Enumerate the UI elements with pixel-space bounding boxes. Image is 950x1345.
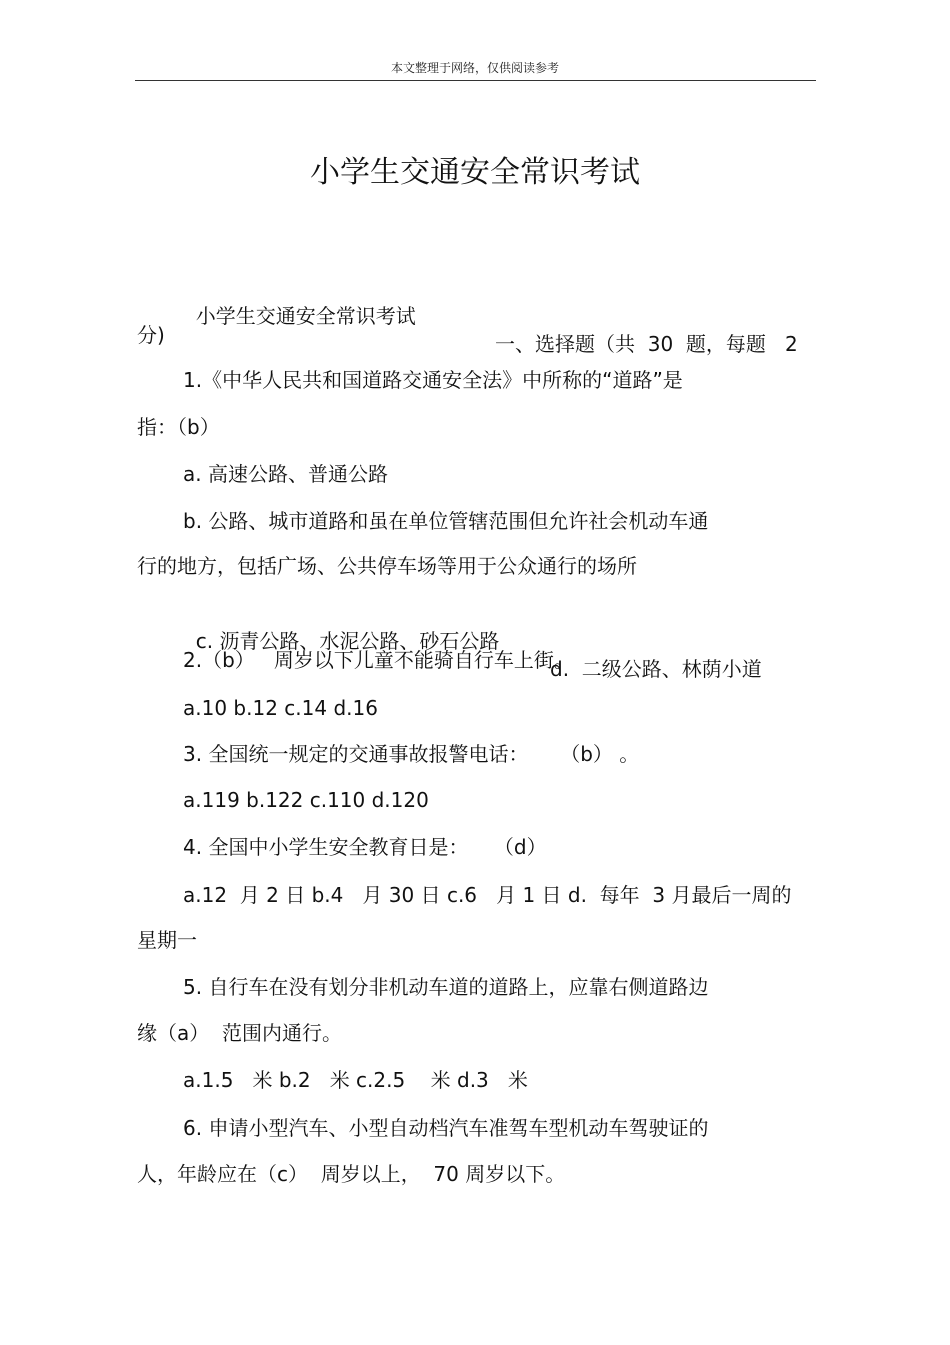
question-5-line-1: 5. 自行车在没有划分非机动车道的道路上，应靠右侧道路边 bbox=[183, 975, 709, 999]
question-1-option-a: a. 高速公路、普通公路 bbox=[183, 462, 388, 486]
question-2: 2.（b） 周岁以下儿童不能骑自行车上街。 bbox=[183, 648, 574, 672]
document-title: 小学生交通安全常识考试 bbox=[310, 155, 640, 190]
question-1-option-c: c. 沥青公路、水泥公路、砂石公路 bbox=[195, 629, 500, 653]
question-5-line-2: 缘（a） 范围内通行。 bbox=[137, 1021, 342, 1045]
intro-continuation: 分) bbox=[137, 323, 165, 347]
question-6-line-2: 人，年龄应在（c） 周岁以上， 70 周岁以下。 bbox=[137, 1162, 566, 1186]
question-5-options: a.1.5 米 b.2 米 c.2.5 米 d.3 米 bbox=[183, 1068, 528, 1092]
question-3: 3. 全国统一规定的交通事故报警电话： （b） 。 bbox=[183, 742, 640, 766]
question-1-option-d: d. 二级公路、林荫小道 bbox=[550, 657, 762, 681]
question-4-options: a.12 月 2 日 b.4 月 30 日 c.6 月 1 日 d. 每年 3 月最后一周的 bbox=[183, 883, 792, 907]
question-1-option-b-line-1: b. 公路、城市道路和虽在单位管辖范围但允许社会机动车通 bbox=[183, 509, 709, 533]
question-2-options: a.10 b.12 c.14 d.16 bbox=[183, 696, 378, 720]
question-4-options-continuation: 星期一 bbox=[137, 928, 197, 952]
question-1-line-1: 1.《中华人民共和国道路交通安全法》中所称的“道路”是 bbox=[183, 368, 683, 392]
intro-line bbox=[183, 274, 815, 358]
question-1-line-2: 指：（b） bbox=[137, 415, 220, 439]
question-1-option-b-line-2: 行的地方，包括广场、公共停车场等用于公众通行的场所 bbox=[137, 554, 637, 578]
intro-left-text: 小学生交通安全常识考试 bbox=[195, 304, 416, 328]
question-6-line-1: 6. 申请小型汽车、小型自动档汽车准驾车型机动车驾驶证的 bbox=[183, 1116, 709, 1140]
header-divider bbox=[135, 80, 816, 81]
intro-right-text: 一、选择题（共 30 题，每题 2 bbox=[495, 332, 798, 356]
page-header-note: 本文整理于网络，仅供阅读参考 bbox=[390, 61, 559, 75]
question-4: 4. 全国中小学生安全教育日是： （d） bbox=[183, 835, 547, 859]
question-3-options: a.119 b.122 c.110 d.120 bbox=[183, 788, 429, 812]
